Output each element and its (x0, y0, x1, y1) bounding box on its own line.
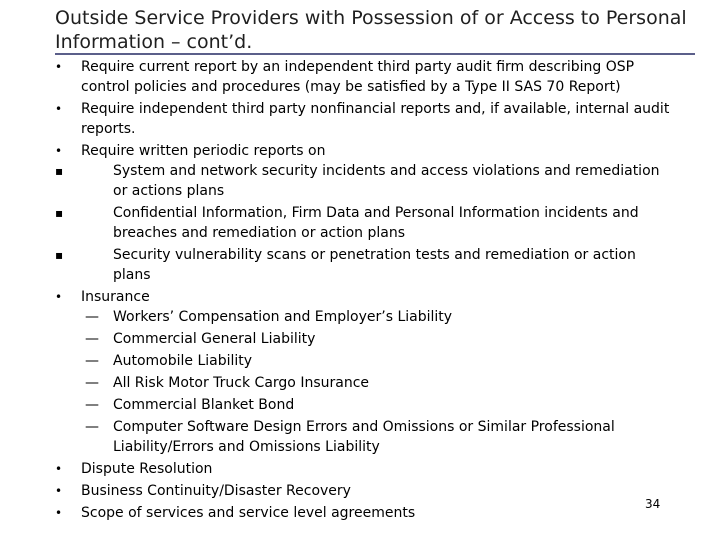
square-bullet-icon: ▪ (55, 164, 64, 178)
list-item (55, 161, 675, 201)
bullet-icon: • (55, 506, 63, 520)
square-bullet-icon: ▪ (55, 248, 64, 262)
report-sublist (55, 161, 675, 285)
bullet-text: Scope of services and service level agreements (81, 505, 416, 521)
bullet-icon: • (55, 102, 63, 116)
bullet-text: Require written periodic reports on (81, 143, 326, 159)
sub-bullet-text: Confidential Information, Firm Data and Personal Information incidents and breaches and remediation or action plans (113, 205, 639, 241)
slide-title: Outside Service Providers with Possession of or Access to Personal Information – cont’d. (55, 7, 687, 53)
sub-bullet-text: Commercial Blanket Bond (113, 397, 295, 413)
sub-bullet-text: System and network security incidents and access violations and remediation or actions plans (113, 163, 660, 199)
bullet-icon: • (55, 60, 63, 74)
bullet-icon: • (55, 144, 63, 158)
sub-bullet-text: Commercial General Liability (113, 331, 316, 347)
list-item (55, 417, 675, 457)
bullet-text: Require current report by an independent third party audit firm describing OSP control policies and procedures (may be satisfied by a Type II SAS 70 Report) (81, 59, 635, 95)
dash-bullet-icon: — (85, 375, 99, 391)
page-number: 34 (645, 497, 661, 511)
dash-bullet-icon: — (85, 331, 99, 347)
list-item (55, 351, 675, 371)
bullet-list (55, 57, 675, 525)
list-item (55, 503, 675, 523)
dash-bullet-icon: — (85, 309, 99, 325)
list-item (55, 395, 675, 415)
bullet-text: Dispute Resolution (81, 461, 213, 477)
list-item (55, 287, 675, 457)
dash-bullet-icon: — (85, 353, 99, 369)
bullet-icon: • (55, 462, 63, 476)
sub-bullet-text: Security vulnerability scans or penetration tests and remediation or action plans (113, 247, 636, 283)
list-item (55, 57, 675, 97)
bullet-text: Business Continuity/Disaster Recovery (81, 483, 351, 499)
square-bullet-icon: ▪ (55, 206, 64, 220)
dash-bullet-icon: — (85, 397, 99, 413)
insurance-sublist (81, 307, 675, 457)
list-item (55, 329, 675, 349)
bullet-text: Require independent third party nonfinancial reports and, if available, internal audit reports. (81, 101, 670, 137)
sub-bullet-text: Automobile Liability (113, 353, 253, 369)
sub-bullet-text: Computer Software Design Errors and Omissions or Similar Professional Liability/Errors and Omissions Liability (113, 419, 615, 455)
list-item (55, 245, 675, 285)
bullet-text: Insurance (81, 289, 150, 305)
title-divider (55, 53, 695, 55)
sub-bullet-text: All Risk Motor Truck Cargo Insurance (113, 375, 370, 391)
list-item (55, 481, 675, 501)
list-item (55, 141, 675, 285)
sub-bullet-text: Workers’ Compensation and Employer’s Liability (113, 309, 453, 325)
list-item (55, 203, 675, 243)
list-item (55, 99, 675, 139)
list-item (55, 459, 675, 479)
list-item (55, 307, 675, 327)
dash-bullet-icon: — (85, 419, 99, 435)
list-item (55, 373, 675, 393)
bullet-icon: • (55, 290, 63, 304)
bullet-icon: • (55, 484, 63, 498)
